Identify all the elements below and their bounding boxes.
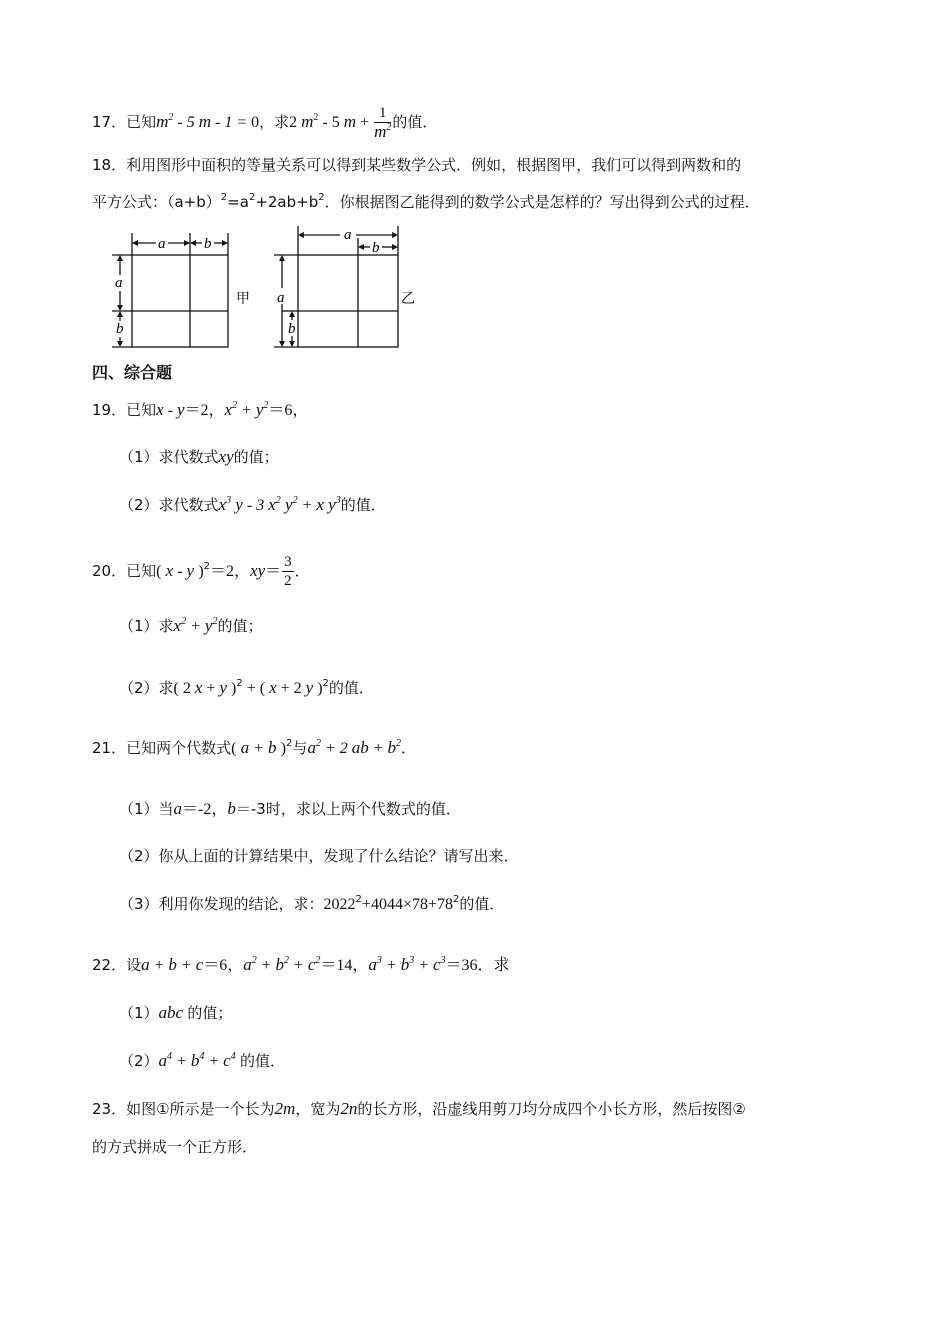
fig-yi-label-a-left: a <box>277 290 285 306</box>
q17-expression: 2 $m^2 - 5$ m + <box>289 112 374 131</box>
q23-line1: 23．如图①所示是一个长为2m，宽为2n的长方形，沿虚线用剪刀均分成四个小长方形，然后按图② <box>92 1099 746 1118</box>
q17-number: 17． <box>92 113 127 131</box>
q22-part1: （1）abc 的值； <box>119 1003 233 1022</box>
fig-jia-caption: 甲 <box>236 291 250 307</box>
fig-jia-label-b-left: b <box>116 321 124 337</box>
fig-jia-label-b-top: b <box>204 236 212 252</box>
fig-yi-label-b-top: b <box>372 240 380 256</box>
q17-equation: $m^2 - 5$ m - 1 = <box>156 112 252 131</box>
q20-part2: （2）求( 2 x + y )$^2$ + ( x + 2 y )$^2$的值． <box>119 678 374 697</box>
fig-jia-label-a-left: a <box>115 275 123 291</box>
q17: 17．已知$m^2 - 5$ m - 1 = 0，求2 $m^2 - 5$ m + $\frac{1}{m^2}$ 的值． <box>92 105 438 141</box>
fig-jia-label-a-top: a <box>158 236 166 252</box>
q19: 19．已知x - y＝2，$x^2 + y^2=6$， <box>92 400 309 419</box>
q18-line1: 18．利用图形中面积的等量关系可以得到某些数学公式．例如，根据图甲，我们可以得到两数和的 <box>92 156 742 174</box>
q20-part1: （1）求$x^2 + y^2$的值； <box>119 616 263 635</box>
q20-fraction: $\frac{3}{2}$ <box>284 554 292 589</box>
q20: 20．已知( x - y )$^2$＝2，xy＝ $\frac{3}{2}$ ． <box>92 554 310 589</box>
fig-yi-label-a-top: a <box>344 227 352 243</box>
q21: 21．已知两个代数式( a + b )$^2$与$a^2 + 2$ ab + $b^2$． <box>92 738 417 757</box>
figure-yi <box>268 222 428 352</box>
q19-part2: （2）求代数式$x^3$ y - 3 $x^2$ $y^2 + x$ $y^3$的值． <box>119 495 386 514</box>
fig-yi-caption: 乙 <box>401 291 415 307</box>
q22-part2: $(2)a^4 + b^4 + c^4$ 的值． <box>119 1051 285 1070</box>
section-heading: 四、综合题 <box>92 363 173 382</box>
q18-line2: 平方公式：$(a+b)^2=a^2+2ab+b^2$．你根据图乙能得到的数学公式是怎样的？写出得到公式的过程． <box>92 192 760 211</box>
fig-yi-label-b-left: b <box>288 321 296 337</box>
figure-jia <box>108 225 268 355</box>
q19-part1: （1）求代数式xy的值； <box>119 447 279 466</box>
q17-fraction: $\frac{1}{m^2}$ <box>374 105 392 141</box>
q21-part1: （1）当a＝-2，b＝-3时，求以上两个代数式的值． <box>119 799 461 818</box>
q21-part3: （3）利用你发现的结论，求：$2022^2+4044\times 78+78^2$的值． <box>119 894 505 913</box>
q21-part2: （2）你从上面的计算结果中，发现了什么结论？请写出来． <box>119 847 519 865</box>
q23-line2: 的方式拼成一个正方形． <box>92 1138 258 1156</box>
q22: 22．设a + b + c＝6，$a^2 + b^2 + c^2=14$，$a^3 + b^3 + c^3=36$．求 <box>92 955 510 974</box>
